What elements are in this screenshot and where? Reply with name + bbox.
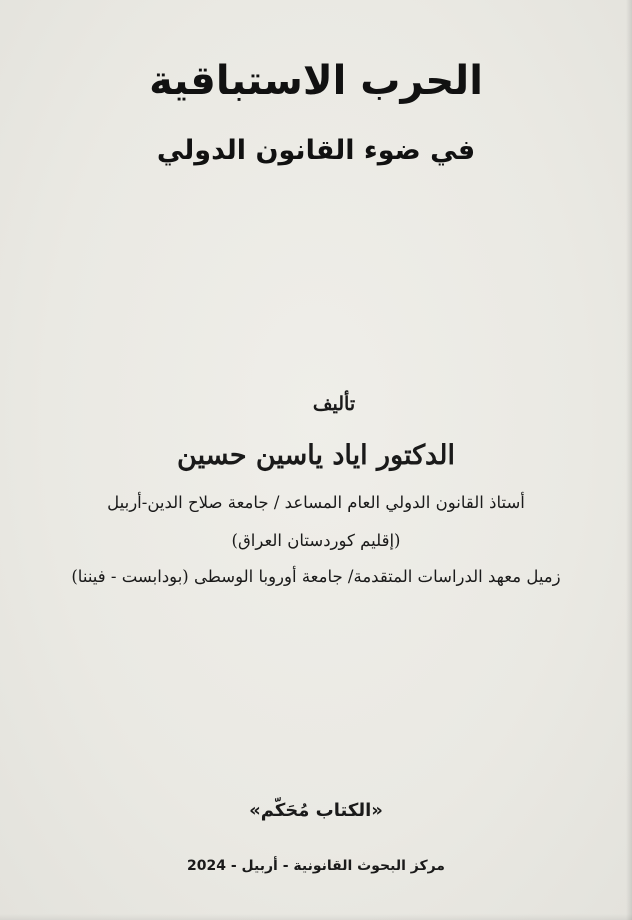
author-affiliation: أستاذ القانون الدولي العام المساعد / جامعة صلاح الدين-أربيل: [107, 493, 525, 512]
peer-reviewed-note: «الكتاب مُحَكّم»: [249, 800, 383, 821]
book-title: الحرب الاستباقية: [149, 58, 483, 104]
page-bottom-shadow: [0, 914, 632, 920]
authored-by-text: تأليف: [312, 393, 356, 415]
author-name: الدكتور اياد ياسين حسين: [177, 440, 455, 471]
publisher-line: مركز البحوث القانونية - أربيل - 2024: [187, 858, 445, 874]
author-region: (إقليم كوردستان العراق): [231, 531, 401, 550]
authored-by-label: [0, 393, 632, 415]
book-subtitle: في ضوء القانون الدولي: [156, 135, 476, 166]
author-fellowship: زميل معهد الدراسات المتقدمة/ جامعة أوروبا الوسطى (بودابست - فيننا): [71, 567, 561, 586]
page-edge-shadow: [626, 0, 632, 920]
